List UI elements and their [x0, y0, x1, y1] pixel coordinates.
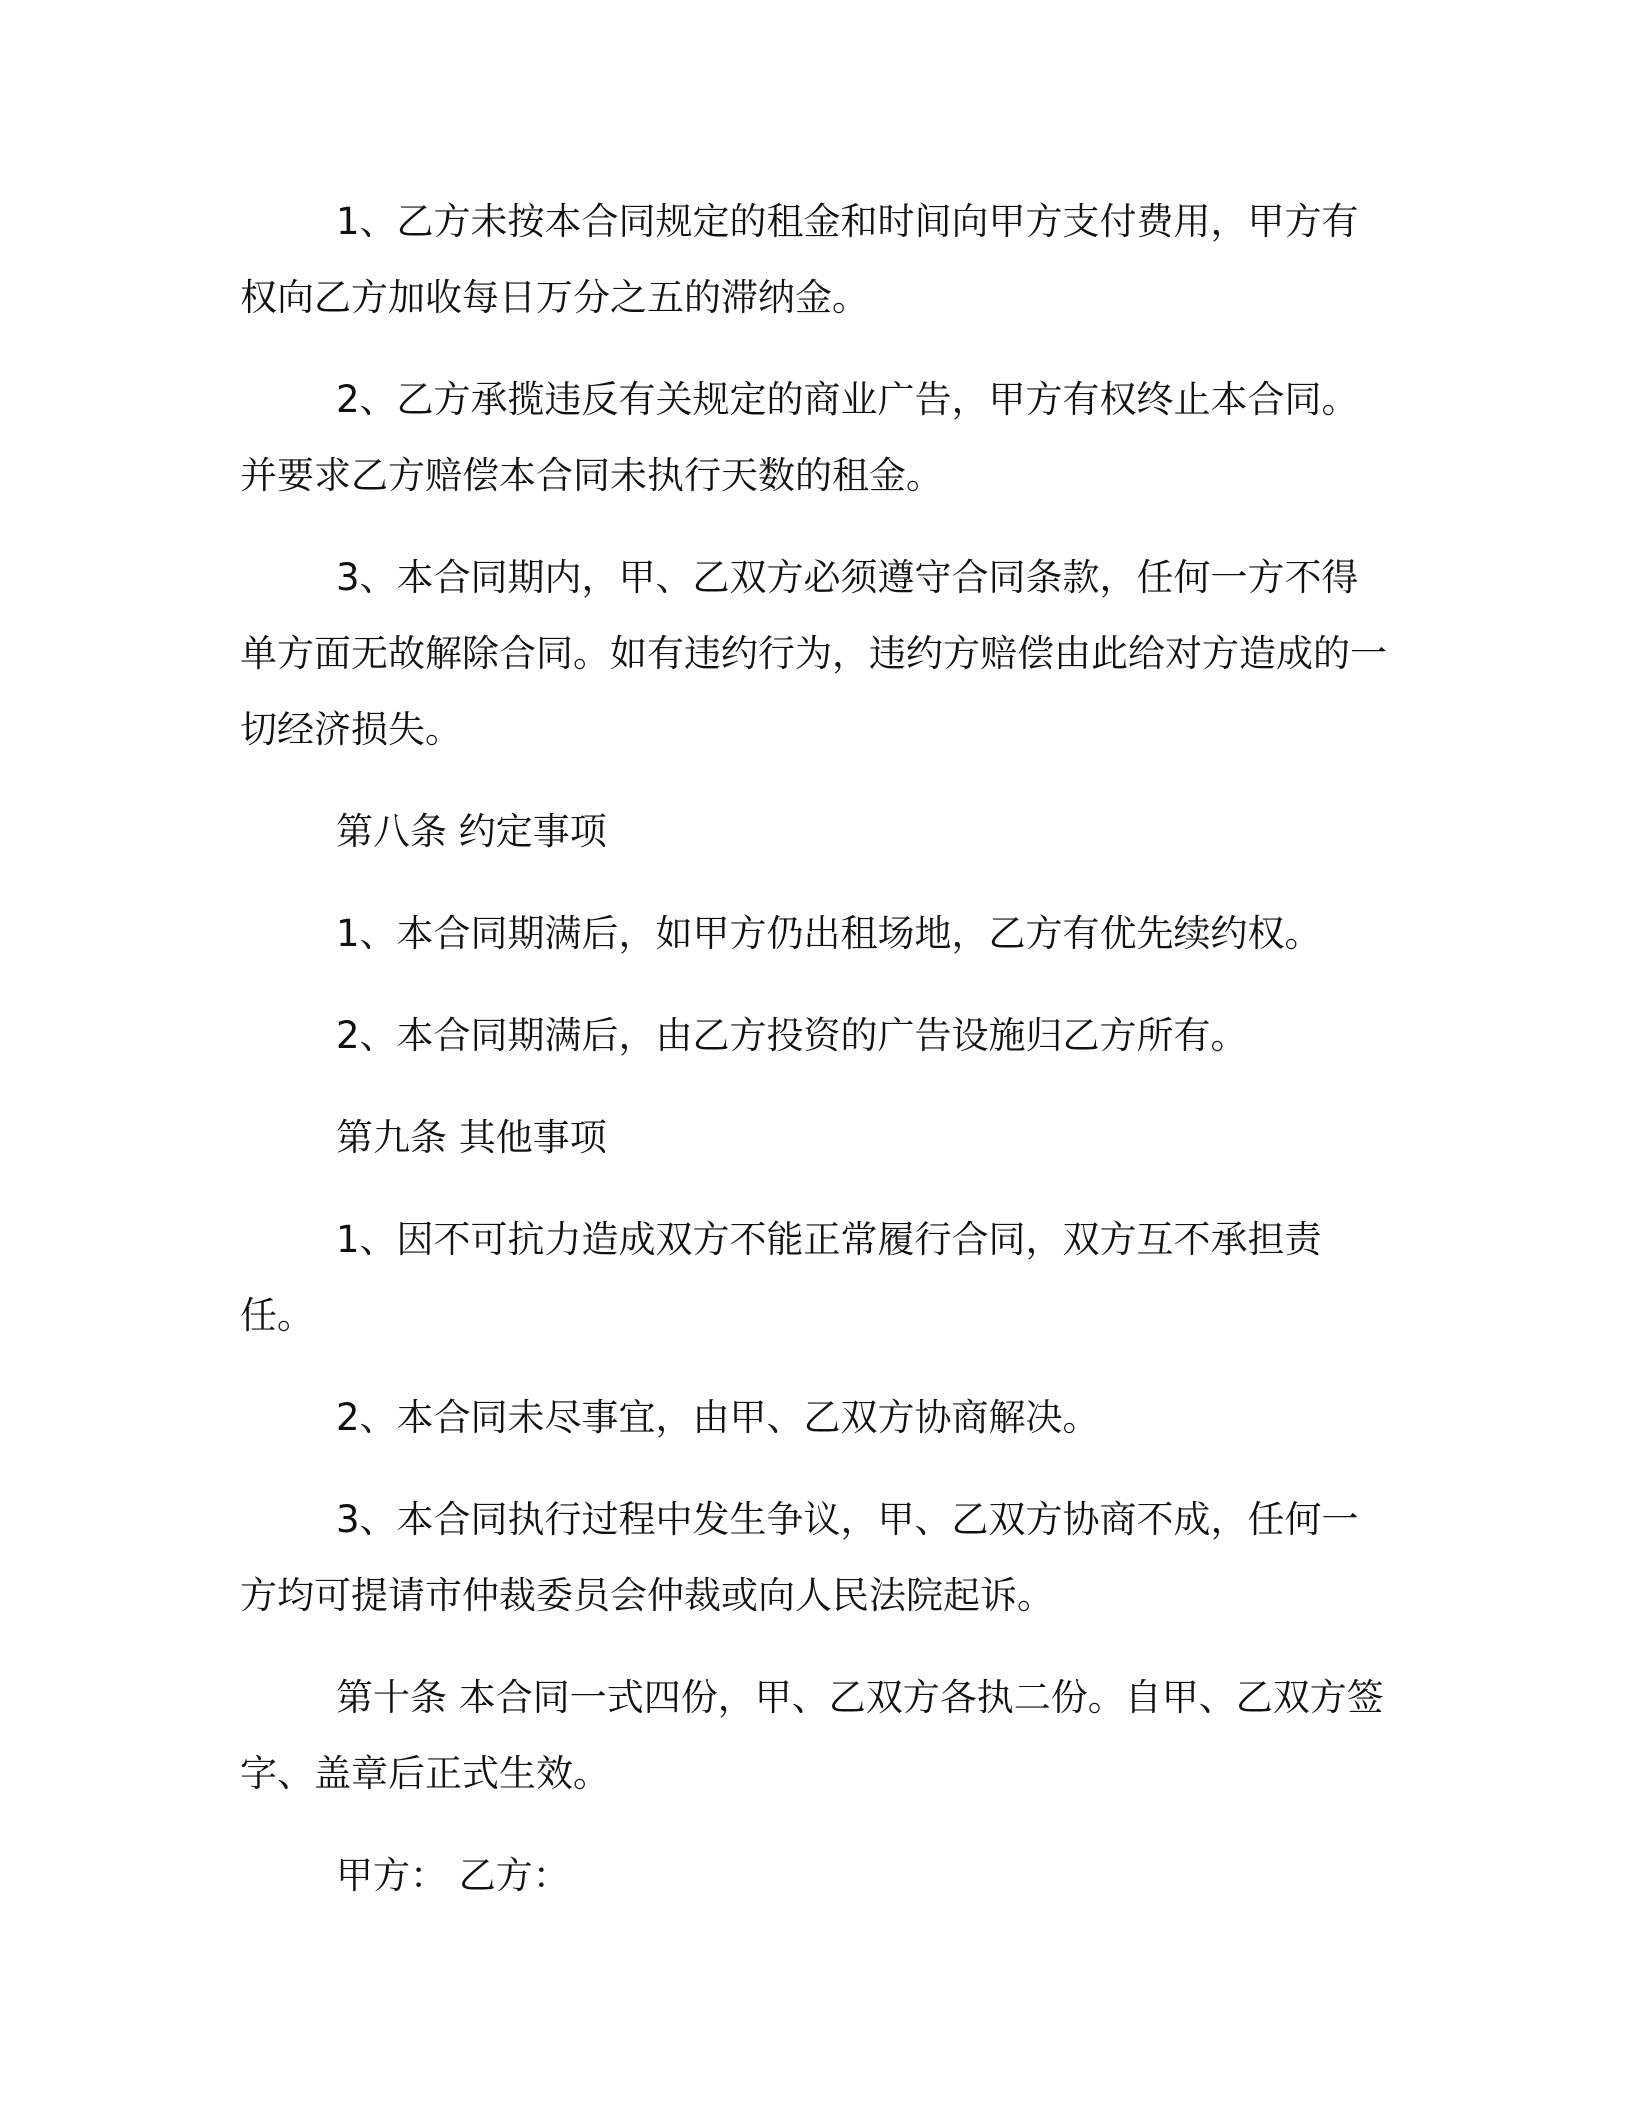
article-9-item-2: 2、本合同未尽事宜，由甲、乙双方协商解决。	[336, 1396, 1100, 1439]
article-9-heading: 第九条 其他事项	[336, 1116, 607, 1159]
article-8-heading: 第八条 约定事项	[336, 810, 607, 853]
article-9-item-1: 1、因不可抗力造成双方不能正常履行合同，双方互不承担责任。	[240, 1218, 1322, 1337]
clause-7-item-1: 1、乙方未按本合同规定的租金和时间向甲方支付费用，甲方有权向乙方加收每日万分之五的滞纳金。	[240, 200, 1359, 319]
article-10: 第十条 本合同一式四份，甲、乙双方各执二份。自甲、乙双方签字、盖章后正式生效。	[240, 1676, 1384, 1795]
article-9-item-3: 3、本合同执行过程中发生争议，甲、乙双方协商不成，任何一方均可提请市仲裁委员会仲裁或向人民法院起诉。	[240, 1498, 1359, 1617]
document-body	[240, 184, 1390, 1940]
signature-line: 甲方： 乙方：	[336, 1854, 570, 1897]
article-8-item-2: 2、本合同期满后，由乙方投资的广告设施归乙方所有。	[336, 1014, 1248, 1057]
article-8-item-1: 1、本合同期满后，如甲方仍出租场地，乙方有优先续约权。	[336, 912, 1322, 955]
clause-7-item-2: 2、乙方承揽违反有关规定的商业广告，甲方有权终止本合同。并要求乙方赔偿本合同未执行天数的租金。	[240, 378, 1359, 497]
clause-7-item-3: 3、本合同期内，甲、乙双方必须遵守合同条款，任何一方不得单方面无故解除合同。如有违约行为，违约方赔偿由此给对方造成的一切经济损失。	[240, 556, 1387, 751]
